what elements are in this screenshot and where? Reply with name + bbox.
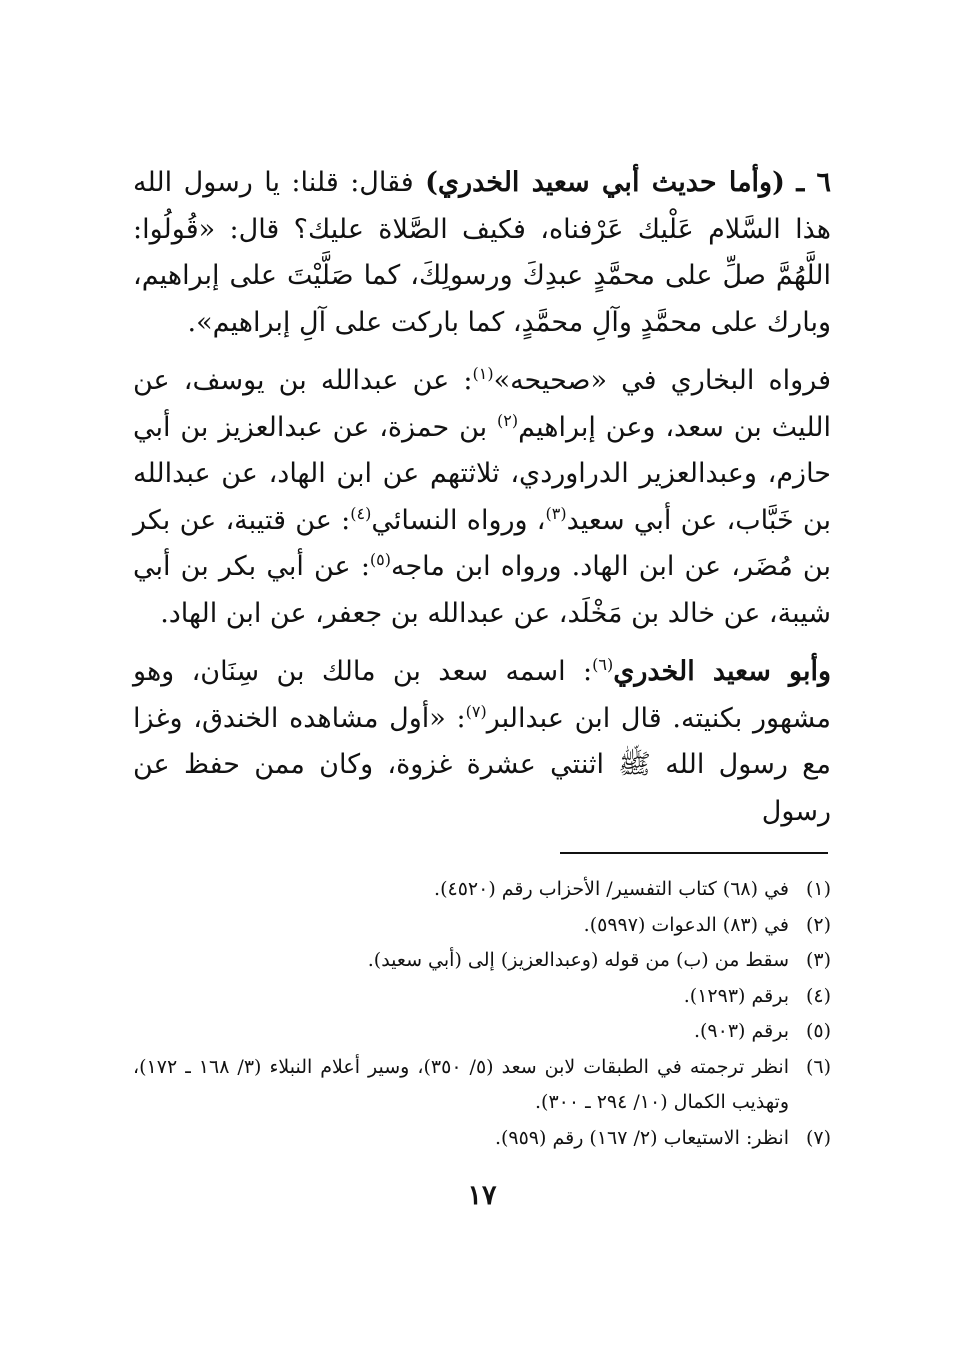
footnote-number: (٥) — [805, 1020, 831, 1042]
footnote — [133, 872, 831, 908]
footnote-ref: (٣) — [545, 503, 567, 523]
section-heading: (وأما حديث أبي سعيد الخدري) — [425, 167, 785, 198]
footnote-number: (٤) — [805, 984, 831, 1007]
footnote-text: سقط من (ب) من قوله (وعبدالعزيز) إلى (أبي سعيد). — [367, 949, 789, 971]
footnote — [133, 979, 831, 1015]
footnote — [133, 1121, 831, 1157]
page-number: ١٧ — [467, 1180, 497, 1211]
paragraph-hadith — [133, 160, 831, 346]
section-heading: وأبو سعيد الخدري — [613, 656, 831, 687]
footnote-separator — [560, 852, 828, 854]
footnote-number: (١) — [805, 878, 831, 900]
paragraph-text: : عن قتيبة، عن بكر بن مُضَر، عن ابن الهاد. ورواه ابن ماجه — [133, 504, 832, 582]
paragraph-text: : اسمه سعد بن مالك بن سِنَان، وهو مشهور بكنيته. قال ابن عبدالبر — [133, 656, 831, 734]
paragraph-text: فقال: قلنا: يا رسول الله هذا السَّلام عَلْيك عَرْفناه، فكيف الصَّلاة عليك؟ قال: «قُولُوا: اللَّهُمَّ صلِّ على محمَّدٍ عبدِكَ ورسولِكَ، كما صَلَّيْتَ على إبراهيم، وبارك على محمَّدٍ وآلِ محمَّدٍ، كما باركت على آلِ إبراهيم». — [133, 167, 831, 338]
paragraph-text: ، ورواه النسائي — [371, 504, 546, 536]
paragraph-text: فرواه البخاري في «صحيحه» — [493, 365, 831, 396]
footnote-ref: (٢) — [497, 410, 519, 430]
paragraph-sources — [133, 358, 831, 637]
paragraph-text: : عن أبي بكر بن أبي شيبة، عن خالد بن مَخْلَد، عن عبدالله بن جعفر، عن ابن الهاد. — [133, 551, 831, 629]
footnote-number: (٣) — [805, 949, 831, 971]
footnote-text: انظر ترجمته في الطبقات لابن سعد (٥/ ٣٥٠)، وسير أعلام النبلاء (٣/ ١٦٨ ـ ١٧٢)، وتهذيب الكمال (١٠/ ٢٩٤ ـ ٣٠٠). — [133, 1055, 789, 1113]
footnote-ref: (٥) — [369, 550, 392, 569]
paragraph-biography — [133, 649, 831, 835]
paragraph-text: بن حمزة، عن عبدالعزيز بن أبي حازم، وعبدالعزير الدراوردي، ثلاثتهم عن ابن الهاد، عن عبدالله بن خَبَّاب، عن أبي سعيد — [133, 411, 831, 536]
footnote-number: (٧) — [805, 1126, 831, 1149]
footnote-number: (٢) — [805, 913, 831, 936]
footnote-text: في (٨٣) الدعوات (٥٩٩٧). — [583, 913, 789, 936]
footnote-ref: (١) — [472, 364, 494, 383]
footnotes — [133, 872, 831, 1156]
paragraph-text: : عن عبدالله بن يوسف، عن الليث بن سعد، وعن إبراهيم — [133, 365, 831, 443]
section-number: ٦ ـ — [796, 167, 831, 198]
footnote-text: في (٦٨) كتاب التفسير/ الأحزاب رقم (٤٥٢٠). — [434, 878, 789, 900]
footnote-ref: (٤) — [350, 503, 372, 523]
main-text — [133, 160, 831, 835]
paragraph-text: : «أول مشاهده الخندق، وغزا مع رسول الله ﷺ اثنتي عشرة غزوة، وكان ممن حفظ عن رسول — [133, 702, 831, 827]
footnote-ref: (٦) — [592, 655, 614, 674]
footnote-text: برقم (١٢٩٣). — [683, 984, 789, 1007]
footnote-number: (٦) — [805, 1055, 831, 1078]
footnote — [133, 1050, 831, 1121]
footnote-text: برقم (٩٠٣). — [693, 1020, 789, 1042]
footnote-text: انظر: الاستيعاب (٢/ ١٦٧) رقم (٩٥٩). — [494, 1126, 789, 1149]
footnote — [133, 908, 831, 944]
footnote — [133, 1014, 831, 1050]
footnote — [133, 943, 831, 979]
footnote-ref: (٧) — [465, 701, 487, 721]
